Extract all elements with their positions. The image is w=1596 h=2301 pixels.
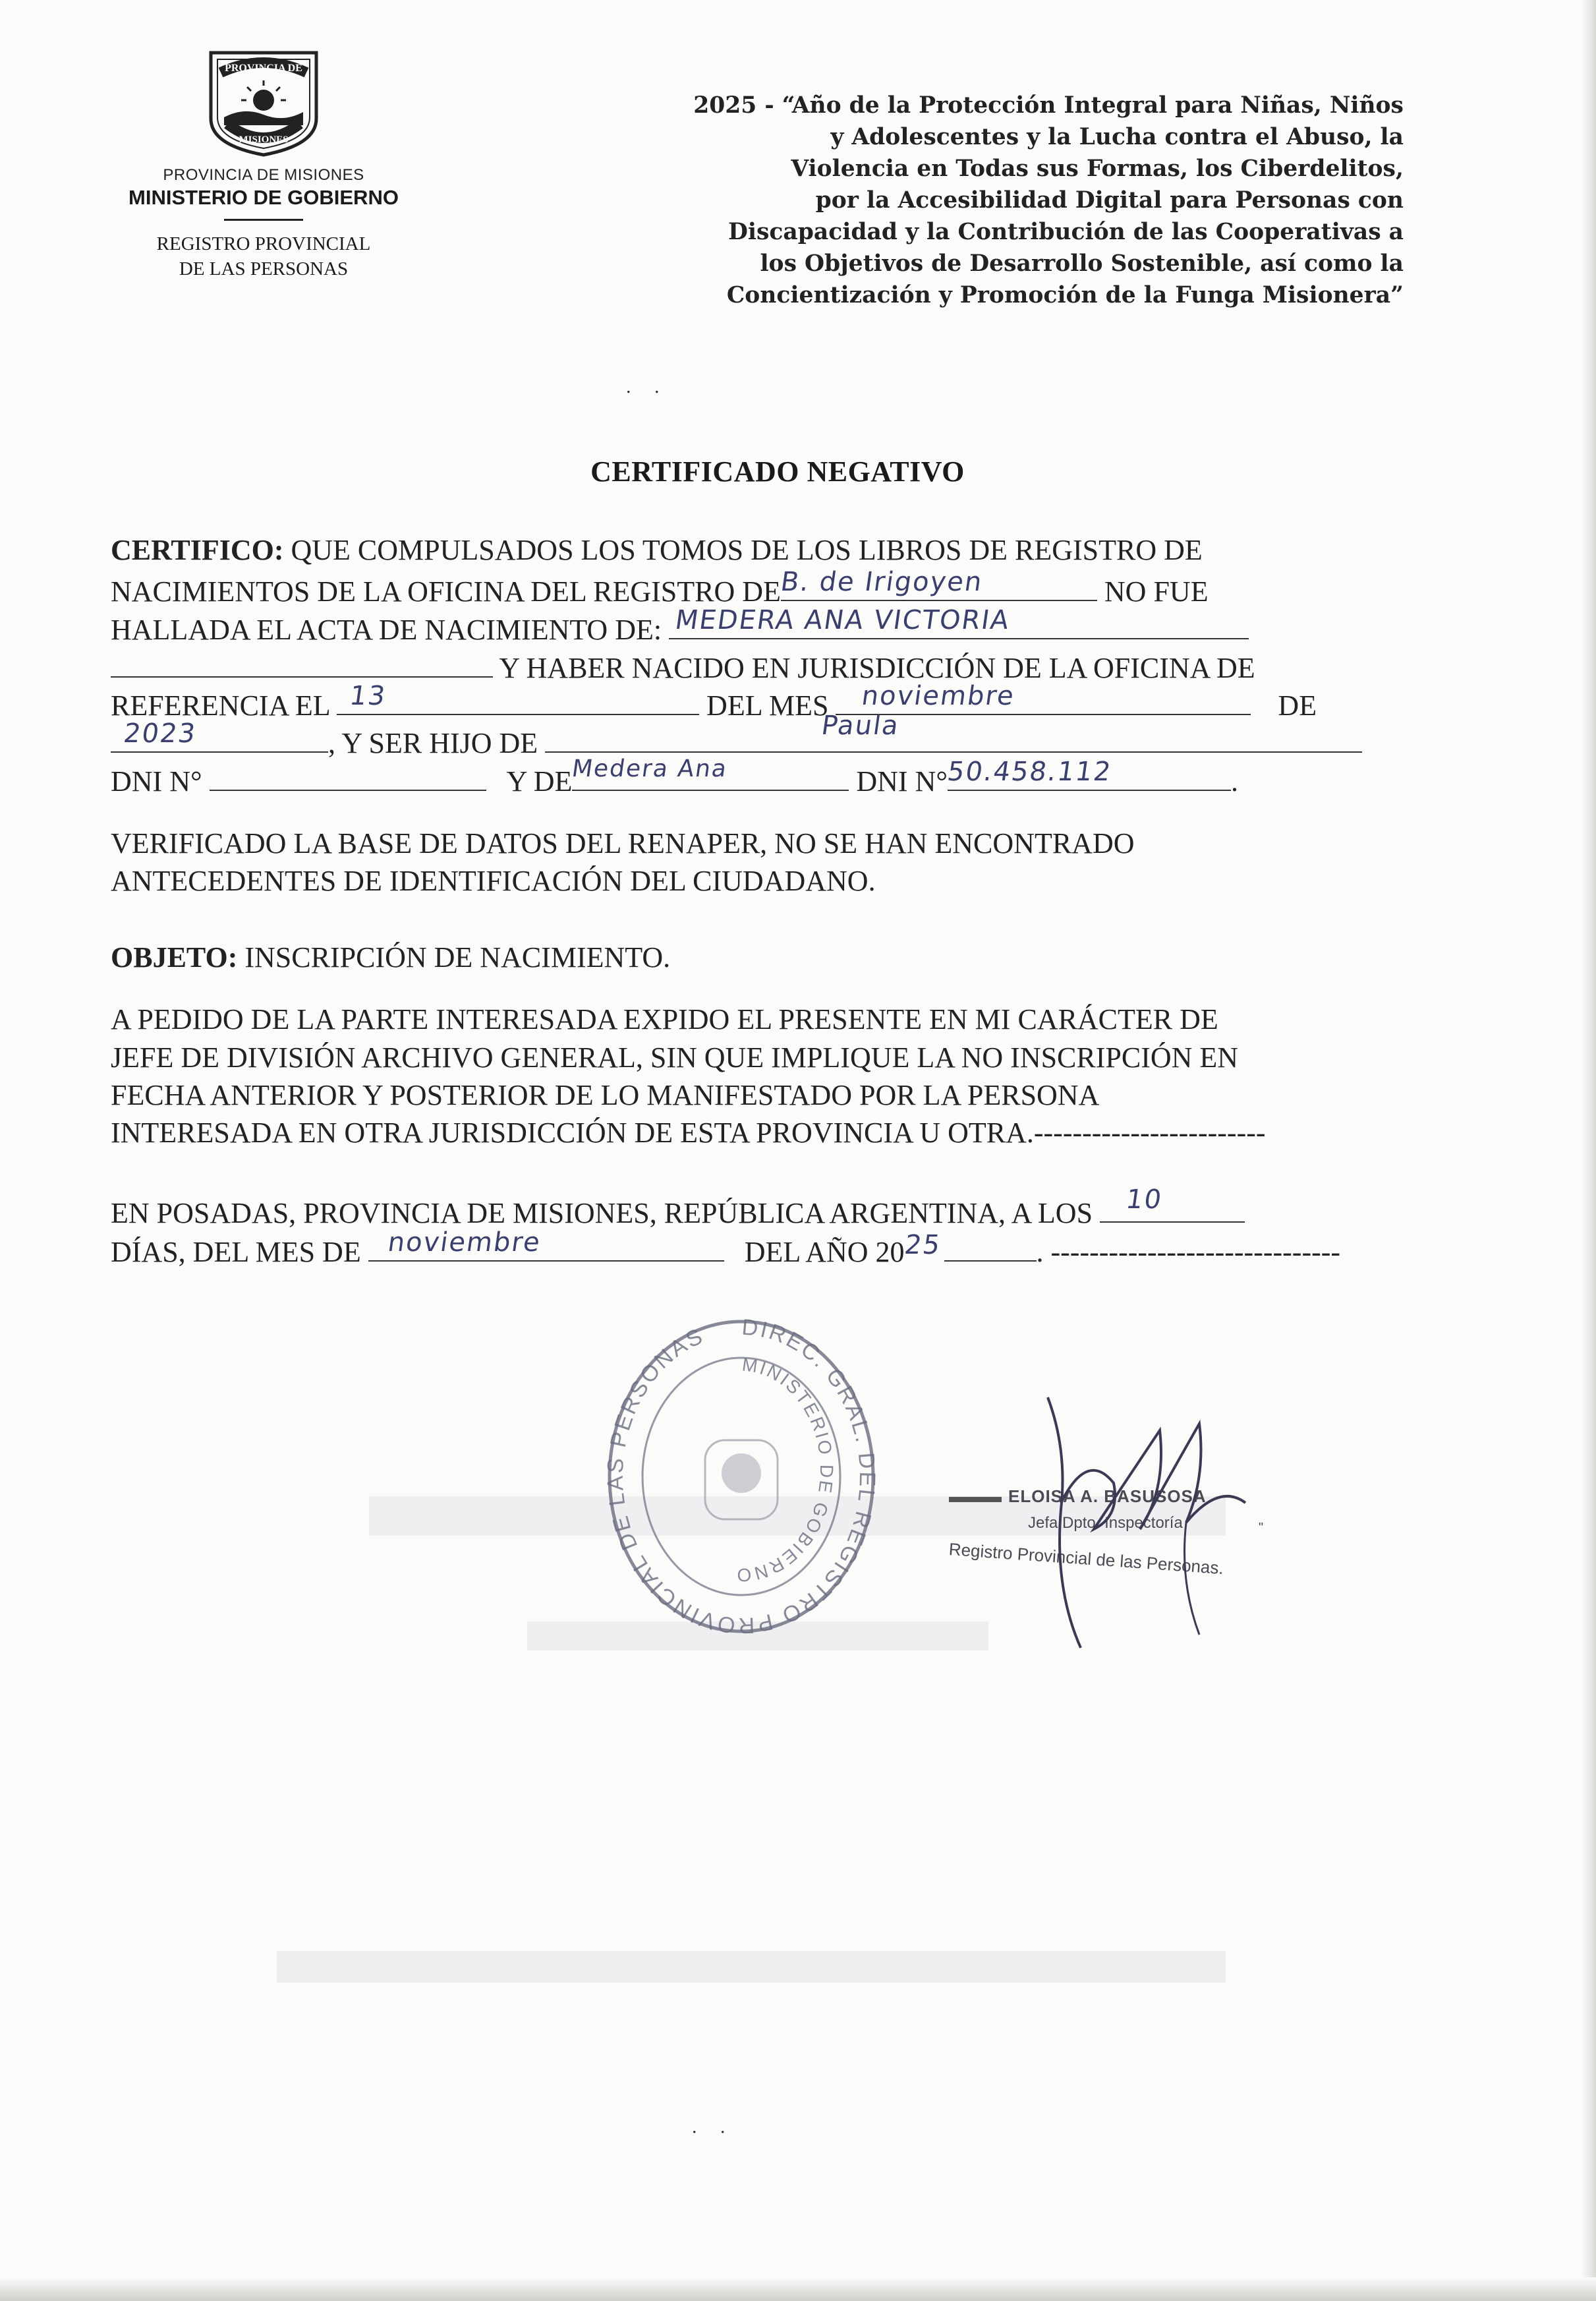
seal-inner-text: MINISTERIO DE GOBIERNO <box>735 1354 838 1586</box>
mes-nacimiento-handwriting: noviembre <box>860 681 1017 711</box>
dni-padre-field[interactable] <box>210 763 486 791</box>
crest-text-bottom: MISIONES <box>239 134 289 145</box>
scan-dots: . . <box>626 376 669 397</box>
madre-dni-handwriting: 50.458.112 <box>945 757 1114 787</box>
objeto-line <box>111 941 670 974</box>
dia-nacimiento-field[interactable] <box>337 681 699 715</box>
dni-madre-field[interactable] <box>945 757 1231 791</box>
registry-line-1: REGISTRO PROVINCIAL <box>156 233 371 254</box>
anio-expedicion-handwriting: 25 <box>902 1230 943 1260</box>
body-text: DNI N° <box>111 765 202 798</box>
signer-organization: Registro Provincial de las Personas. <box>948 1539 1224 1579</box>
posadas-line-1 <box>111 1184 1245 1230</box>
body-text: NO FUE <box>1104 575 1209 608</box>
body-text: HALLADA EL ACTA DE NACIMIENTO DE: <box>111 614 662 646</box>
dia-expedicion-field[interactable] <box>1100 1184 1245 1223</box>
nombre-field[interactable] <box>669 605 1249 639</box>
body-text: . ------------------------------ <box>1036 1236 1341 1268</box>
padre-field[interactable] <box>545 711 1362 753</box>
year-motto <box>580 90 1404 311</box>
certifico-line-2 <box>111 567 1209 608</box>
madre-apellido-handwriting: Medera Ana <box>570 755 730 782</box>
certifico-line-7 <box>111 755 1238 798</box>
pedido-line-3: FECHA ANTERIOR Y POSTERIOR DE LO MANIFESTADO POR LA PERSONA <box>111 1079 1100 1111</box>
oficina-handwriting: B. de Irigoyen <box>778 567 985 597</box>
motto-line: por la Accesibilidad Digital para Personas con <box>815 187 1404 214</box>
pedido-line-4: INTERESADA EN OTRA JURISDICCIÓN DE ESTA PROVINCIA U OTRA.------------------------ <box>111 1117 1266 1149</box>
body-text: DE <box>1278 689 1317 722</box>
body-text: NACIMIENTOS DE LA OFICINA DEL REGISTRO DE <box>111 575 781 608</box>
objeto-label: OBJETO: <box>111 941 238 974</box>
registry-line-2: DE LAS PERSONAS <box>179 258 349 279</box>
official-seal <box>596 1308 886 1638</box>
body-text: EN POSADAS, PROVINCIA DE MISIONES, REPÚBLICA ARGENTINA, A LOS <box>111 1197 1093 1229</box>
body-text: DNI N° <box>856 765 948 798</box>
body-text: DEL AÑO 20 <box>744 1236 905 1268</box>
scan-edge-bottom <box>0 2277 1596 2301</box>
certifico-line-3 <box>111 605 1249 647</box>
body-text: QUE COMPULSADOS LOS TOMOS DE LOS LIBROS DE REGISTRO DE <box>291 534 1203 566</box>
dia-expedicion-handwriting: 10 <box>1124 1184 1165 1215</box>
pedido-line-1: A PEDIDO DE LA PARTE INTERESADA EXPIDO EL PRESENTE EN MI CARÁCTER DE <box>111 1003 1218 1035</box>
body-text: INSCRIPCIÓN DE NACIMIENTO. <box>244 941 671 974</box>
certifico-line-6 <box>111 711 1362 760</box>
ministry-name: MINISTERIO DE GOBIERNO <box>128 186 399 209</box>
government-header <box>99 166 428 281</box>
body-text: Y HABER NACIDO EN JURISDICCIÓN DE LA OFICINA DE <box>499 652 1255 684</box>
signer-name: ELOISA A. BASUSOSA <box>1008 1486 1207 1506</box>
oficina-field[interactable] <box>778 567 1097 601</box>
madre-nombre-handwriting: Paula <box>819 711 902 741</box>
anio-nacimiento-field[interactable] <box>111 718 328 753</box>
verificado-line-1: VERIFICADO LA BASE DE DATOS DEL RENAPER, NO SE HAN ENCONTRADO <box>111 827 1135 859</box>
province-crest-icon <box>198 46 329 158</box>
crest-text-top: PROVINCIA DE <box>225 63 302 74</box>
header-divider <box>224 219 303 221</box>
body-text: DEL MES <box>706 689 829 722</box>
motto-line: Concientización y Promoción de la Funga Misionera” <box>726 282 1404 308</box>
motto-line: Discapacidad y la Contribución de las Cooperativas a <box>727 219 1404 245</box>
bleed-through <box>277 1951 1226 1983</box>
body-text: Y DE <box>506 765 573 798</box>
dia-nacimiento-handwriting: 13 <box>347 681 389 711</box>
stamp-mark: " <box>1259 1521 1264 1535</box>
motto-line: Violencia en Todas sus Formas, los Ciberdelitos, <box>791 156 1404 182</box>
posadas-line-2 <box>111 1227 1341 1269</box>
certifico-line-5 <box>111 681 1317 722</box>
signer-role: Jefa Dpto. Inspectoría <box>1028 1514 1183 1532</box>
body-text: , Y SER HIJO DE <box>328 727 538 759</box>
body-text: REFERENCIA EL <box>111 689 330 722</box>
handwritten-signature <box>988 1371 1265 1661</box>
motto-line: y Adolescentes y la Lucha contra el Abuso, la <box>830 124 1404 150</box>
scan-dots: . . <box>692 2116 735 2138</box>
mes-expedicion-handwriting: noviembre <box>385 1227 543 1258</box>
body-text: . <box>1230 765 1238 798</box>
anio-expedicion-field[interactable] <box>902 1230 1037 1262</box>
blank-field[interactable] <box>111 650 493 678</box>
certifico-line-4 <box>111 650 1255 685</box>
certifico-line-1 <box>111 534 1203 567</box>
document-title: CERTIFICADO NEGATIVO <box>590 455 965 488</box>
scan-edge <box>1582 0 1596 2301</box>
pedido-line-2: JEFE DE DIVISIÓN ARCHIVO GENERAL, SIN QUE IMPLIQUE LA NO INSCRIPCIÓN EN <box>111 1041 1239 1074</box>
body-text: DÍAS, DEL MES DE <box>111 1236 361 1268</box>
motto-line: los Objetivos de Desarrollo Sostenible, así como la <box>760 250 1404 277</box>
madre-field[interactable] <box>570 755 849 791</box>
motto-line: 2025 - “Año de la Protección Integral para Niñas, Niños <box>693 92 1404 119</box>
certifico-label: CERTIFICO: <box>111 534 284 566</box>
anio-nacimiento-handwriting: 2023 <box>121 718 199 749</box>
mes-expedicion-field[interactable] <box>368 1227 724 1262</box>
nombre-handwriting: MEDERA ANA VICTORIA <box>673 605 1012 635</box>
province-name: PROVINCIA DE MISIONES <box>163 166 364 184</box>
verificado-line-2: ANTECEDENTES DE IDENTIFICACIÓN DEL CIUDADANO. <box>111 865 876 897</box>
seal-outer-text: DIREC. GRAL. DEL REGISTRO PROVINCIAL DE LAS PERSONAS <box>602 1314 880 1638</box>
